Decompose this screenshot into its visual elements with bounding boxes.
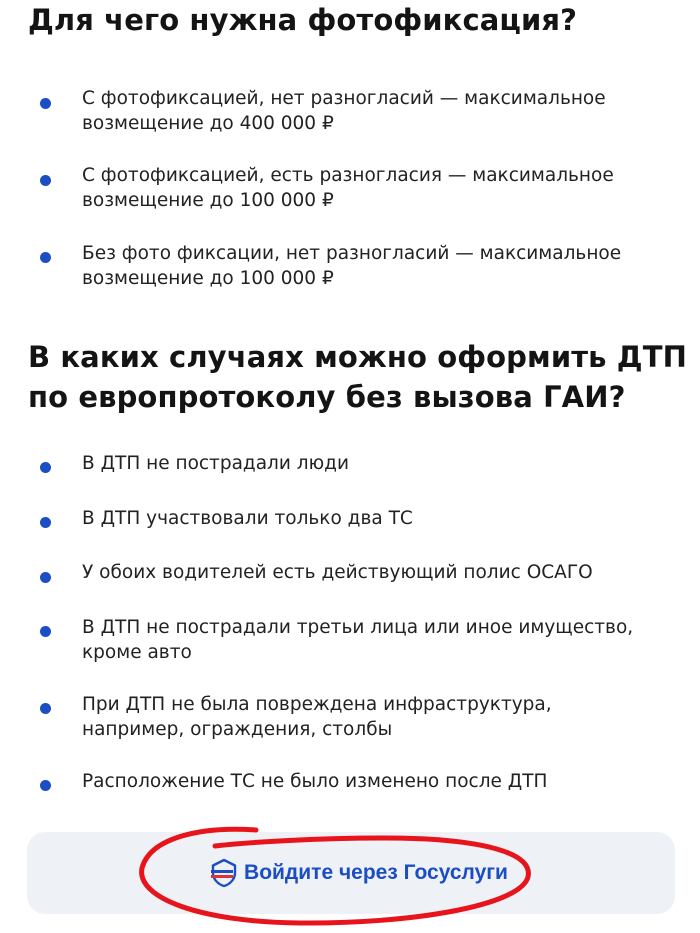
list-item-text: Расположение ТС не было изменено после ДТП	[82, 771, 548, 792]
list-item-text: Без фото фиксации, нет разногласий — максимальное возмещение до 100 000 ₽	[82, 243, 622, 289]
bullet-dot-icon	[40, 517, 51, 528]
bullet-dot-icon	[40, 98, 51, 109]
list-item-text: У обоих водителей есть действующий полис ОСАГО	[82, 562, 593, 583]
list-item-text: С фотофиксацией, нет разногласий — максимальное возмещение до 400 000 ₽	[82, 88, 606, 134]
bullet-dot-icon	[40, 175, 51, 186]
bullet-dot-icon	[40, 252, 51, 263]
bullet-dot-icon	[40, 626, 51, 637]
list-item-text: При ДТП не была повреждена инфраструктура, например, ограждения, столбы	[82, 694, 552, 740]
list-item-text: В ДТП участвовали только два ТС	[82, 508, 413, 529]
bullet-dot-icon	[40, 462, 51, 473]
bullet-dot-icon	[40, 780, 51, 791]
list-item-text: В ДТП не пострадали третьи лица или иное имущество, кроме авто	[82, 617, 634, 663]
bullet-dot-icon	[40, 572, 51, 583]
section-title-europrotocol: В каких случаях можно оформить ДТП по европротоколу без вызова ГАИ?	[28, 340, 687, 414]
gosuslugi-login-button[interactable]	[27, 832, 675, 914]
section-title-photo: Для чего нужна фотофиксация?	[28, 3, 578, 37]
gosuslugi-logo-icon	[208, 857, 240, 889]
list-item-text: С фотофиксацией, есть разногласия — максимальное возмещение до 100 000 ₽	[82, 165, 614, 211]
list-item-text: В ДТП не пострадали люди	[82, 453, 349, 474]
bullet-dot-icon	[40, 703, 51, 714]
gosuslugi-login-label: Войдите через Госуслуги	[244, 861, 508, 884]
